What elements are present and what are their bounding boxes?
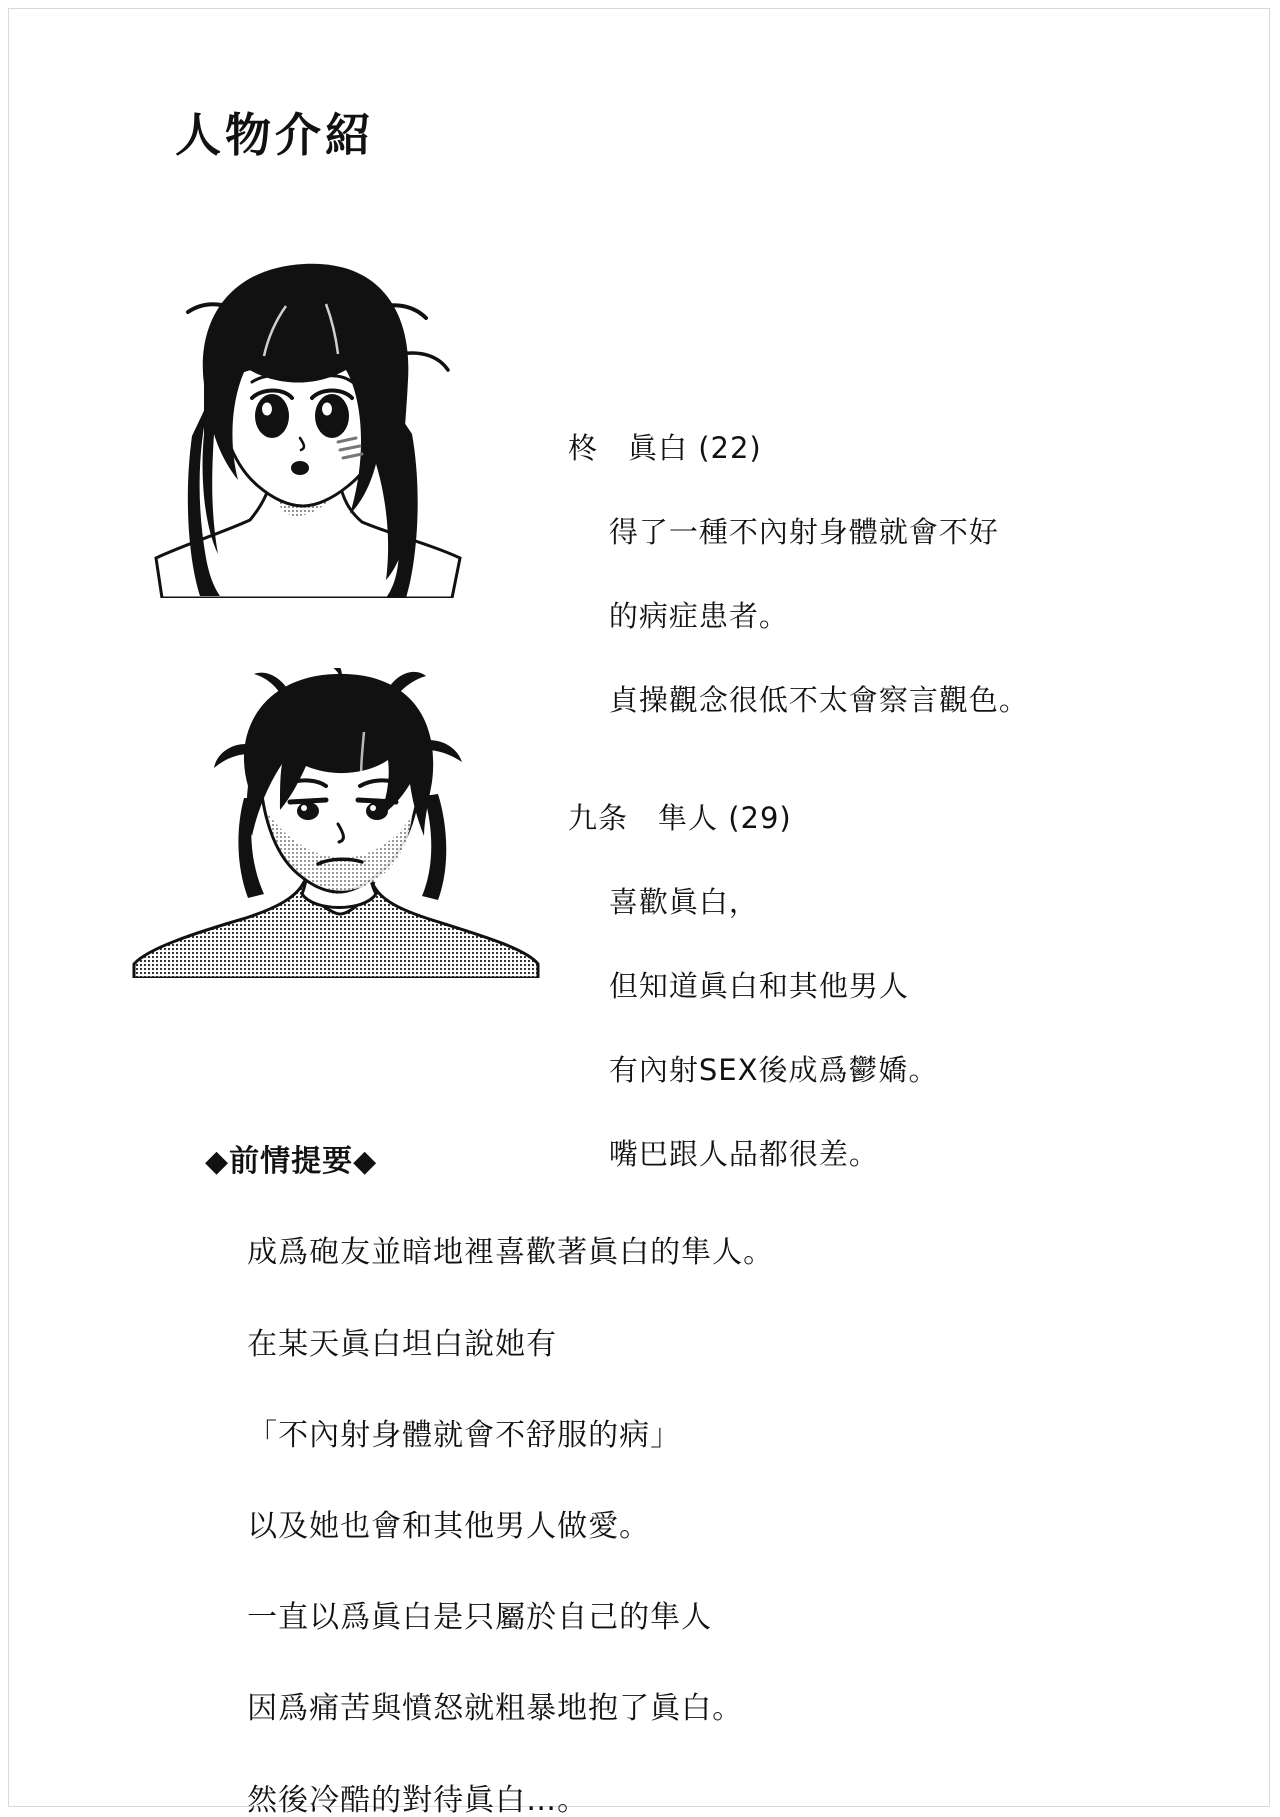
character-portrait-mashiro <box>100 258 500 598</box>
character-desc-mashiro-line-2: 的病症患者。 <box>608 599 789 634</box>
character-name-mashiro: 柊 眞白 (22) <box>568 431 762 466</box>
character-portrait-hayato <box>128 668 544 978</box>
synopsis-line-5: 一直以爲眞白是只屬於自己的隼人 <box>247 1600 713 1636</box>
character-desc-mashiro-line-1: 得了一種不內射身體就會不好 <box>608 515 999 550</box>
mashiro-illustration <box>100 258 500 598</box>
hayato-illustration <box>128 668 544 978</box>
character-desc-hayato-line-3: 有內射SEX後成爲鬱嬌。 <box>608 1053 939 1088</box>
character-desc-hayato-line-4: 嘴巴跟人品都很差。 <box>608 1137 879 1172</box>
character-name-hayato: 九条 隼人 (29) <box>568 801 792 836</box>
synopsis-line-1: 成爲砲友並暗地裡喜歡著眞白的隼人。 <box>247 1235 775 1271</box>
synopsis-line-3: 「不內射身體就會不舒服的病」 <box>247 1417 682 1453</box>
synopsis-line-6: 因爲痛苦與憤怒就粗暴地抱了眞白。 <box>247 1691 744 1727</box>
synopsis-line-2: 在某天眞白坦白說她有 <box>247 1326 558 1362</box>
character-info-mashiro <box>568 343 1029 763</box>
character-desc-hayato-line-2: 但知道眞白和其他男人 <box>608 969 909 1004</box>
synopsis-line-4: 以及她也會和其他男人做愛。 <box>247 1508 651 1544</box>
synopsis-heading: ◆前情提要◆ <box>205 1144 378 1180</box>
character-desc-mashiro-line-3: 貞操觀念很低不太會察言觀色。 <box>608 683 1029 718</box>
synopsis-block <box>205 1048 774 1817</box>
synopsis-line-7: 然後冷酷的對待眞白…。 <box>247 1782 589 1817</box>
character-desc-hayato-line-1: 喜歡眞白， <box>608 885 759 920</box>
page-title: 人物介紹 <box>175 108 375 162</box>
